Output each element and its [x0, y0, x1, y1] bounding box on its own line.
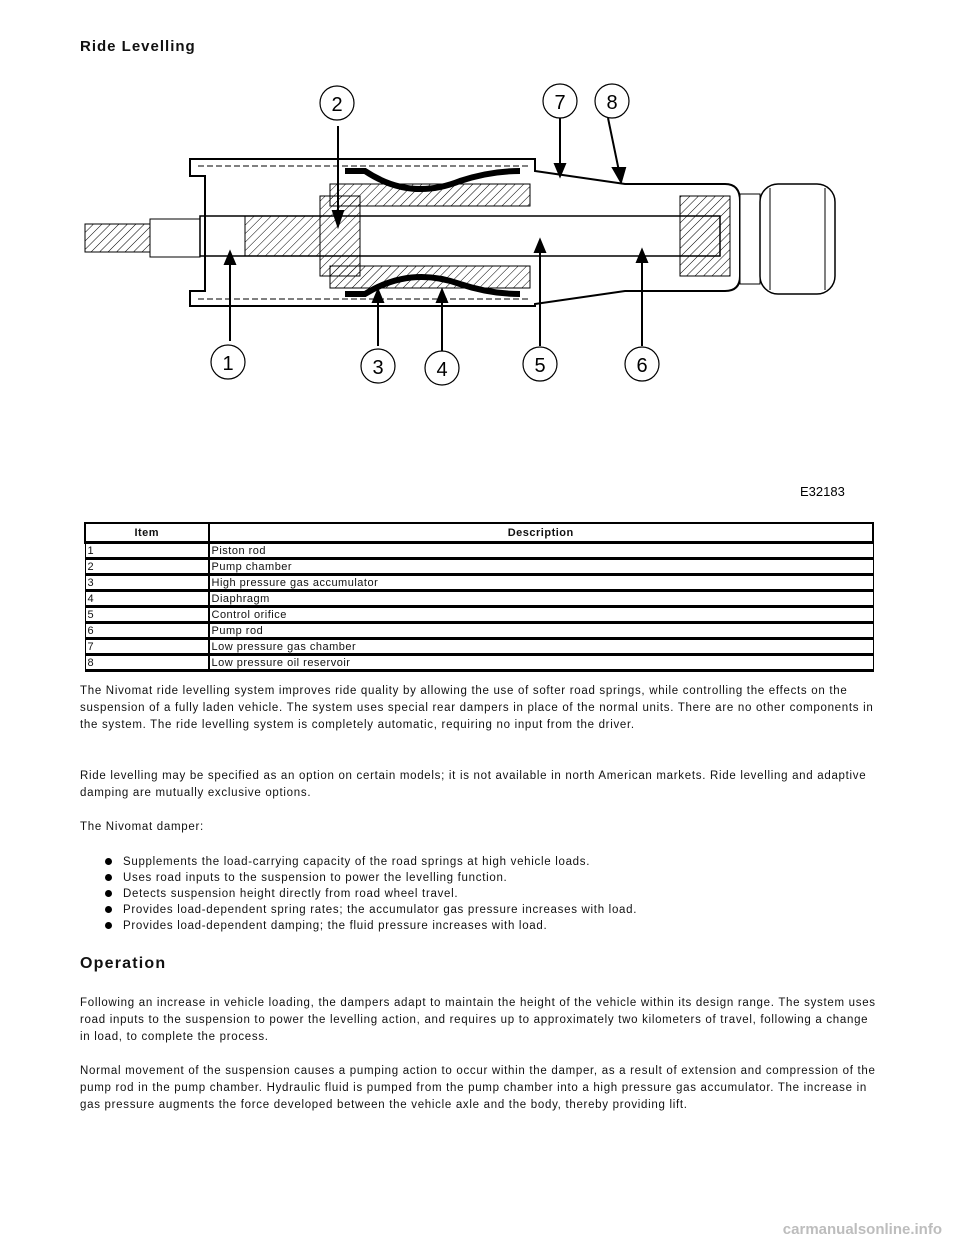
section-heading-operation: Operation: [80, 955, 167, 972]
damper-diagram: [80, 76, 880, 506]
intro-paragraph: The Nivomat ride levelling system improves ride quality by allowing the use of softer road springs, while controlling the effects on the suspension of a fully laden vehicle. The system uses special rear dampers in place of the normal units. There are no other components in the system. The ride levelling system is completely automatic, requiring no input from the driver.: [80, 685, 874, 731]
table-row: [85, 543, 873, 559]
callout-5: 5: [534, 355, 546, 377]
table-row: [85, 591, 873, 607]
bullet-dot-icon: [105, 874, 112, 881]
item-number: 2: [85, 559, 209, 575]
watermark: carmanualsonline.info: [782, 1221, 942, 1238]
damper-intro: The Nivomat damper:: [80, 821, 204, 833]
list-item: Provides load-dependent damping; the fluid pressure increases with load.: [105, 918, 637, 934]
item-description: Low pressure oil reservoir: [209, 655, 874, 671]
item-description: High pressure gas accumulator: [209, 575, 874, 591]
bullet-dot-icon: [105, 890, 112, 897]
legend-table: [84, 522, 874, 672]
item-description: Pump rod: [209, 623, 874, 639]
bullet-dot-icon: [105, 858, 112, 865]
callout-1: 1: [222, 353, 234, 375]
item-description: Diaphragm: [209, 591, 874, 607]
item-number: 6: [85, 623, 209, 639]
feature-list: [105, 854, 637, 934]
threaded-end: [85, 219, 200, 257]
item-number: 5: [85, 607, 209, 623]
item-number: 1: [85, 543, 209, 559]
callout-7: 7: [554, 92, 566, 114]
item-description: Control orifice: [209, 607, 874, 623]
table-row: [85, 607, 873, 623]
item-description: Low pressure gas chamber: [209, 639, 874, 655]
callout-6: 6: [636, 355, 648, 377]
operation-paragraph-2: Normal movement of the suspension causes a pumping action to occur within the damper, as a result of extension and compression of the pump rod in the pump chamber. Hydraulic fluid is pumped from the pump chamber into a high pressure gas accumulator. The increase in gas pressure augments the force developed between the vehicle axle and the body, thereby providing lift.: [80, 1065, 876, 1111]
column-header-description: Description: [209, 523, 874, 543]
bullet-dot-icon: [105, 906, 112, 913]
table-row: [85, 655, 873, 671]
item-number: 8: [85, 655, 209, 671]
list-item: Provides load-dependent spring rates; the accumulator gas pressure increases with load.: [105, 902, 637, 918]
figure-code: E32183: [800, 484, 845, 499]
list-item: Uses road inputs to the suspension to power the levelling function.: [105, 870, 637, 886]
column-header-item: Item: [85, 523, 209, 543]
callout-2: 2: [331, 94, 343, 116]
eye-end: [740, 184, 835, 294]
item-number: 3: [85, 575, 209, 591]
table-header-row: [85, 523, 873, 543]
item-number: 7: [85, 639, 209, 655]
callout-3: 3: [372, 357, 384, 379]
page-title: Ride Levelling: [80, 38, 196, 55]
list-item: Detects suspension height directly from road wheel travel.: [105, 886, 637, 902]
table-row: [85, 623, 873, 639]
item-description: Pump chamber: [209, 559, 874, 575]
bullet-dot-icon: [105, 922, 112, 929]
table-row: [85, 575, 873, 591]
item-description: Piston rod: [209, 543, 874, 559]
table-row: [85, 639, 873, 655]
list-item: Supplements the load-carrying capacity of the road springs at high vehicle loads.: [105, 854, 637, 870]
callout-8: 8: [606, 92, 618, 114]
item-number: 4: [85, 591, 209, 607]
table-row: [85, 559, 873, 575]
availability-paragraph: Ride levelling may be specified as an option on certain models; it is not available in north American markets. Ride levelling and adaptive damping are mutually exclusive options.: [80, 770, 867, 799]
callout-4: 4: [436, 359, 448, 381]
operation-paragraph-1: Following an increase in vehicle loading, the dampers adapt to maintain the height of the vehicle within its design range. The system uses road inputs to the suspension to power the levelling action, and requires up to approximately two kilometers of travel, following a change in load, to complete the process.: [80, 997, 876, 1043]
